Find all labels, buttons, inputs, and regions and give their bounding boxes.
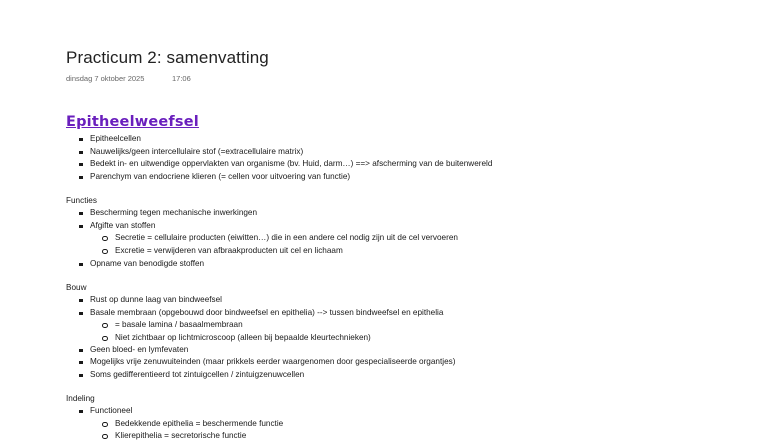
page-title: Practicum 2: samenvatting — [66, 48, 269, 67]
bullet-item: Soms gedifferentieerd tot zintuigcellen / zintuigzenuwcellen — [90, 370, 305, 379]
section-heading: Epitheelweefsel — [66, 114, 199, 130]
sub-bullet-item: Excretie = verwijderen van afbraakproducten uit cel en lichaam — [115, 246, 343, 255]
bullet-item: Rust op dunne laag van bindweefsel — [90, 295, 223, 304]
bullet-item: Bedekt in- en uitwendige oppervlakten van organisme (bv. Huid, darm…) ==> afscherming van de buitenwereld — [90, 159, 493, 168]
subsection-label: Functies — [66, 196, 97, 205]
page-time: 17:06 — [172, 74, 191, 83]
subsection-label: Indeling — [66, 394, 95, 403]
sub-bullet-item: Bedekkende epithelia = beschermende functie — [115, 419, 284, 428]
bullet-item: Basale membraan (opgebouwd door bindweefsel en epithelia) --> tussen bindweefsel en epithelia — [90, 308, 444, 317]
bullet-item: Geen bloed- en lymfevaten — [90, 345, 189, 354]
sub-bullet-item: Niet zichtbaar op lichtmicroscoop (alleen bij bepaalde kleurtechnieken) — [115, 333, 371, 342]
bullet-item: Opname van benodigde stoffen — [90, 259, 205, 268]
bullet-item: Afgifte van stoffen — [90, 221, 156, 230]
bullet-item: Functioneel — [90, 406, 133, 415]
subsection-label: Bouw — [66, 283, 87, 292]
sub-bullet-item: Klierepithelia = secretorische functie — [115, 431, 247, 440]
bullet-item: Epitheelcellen — [90, 134, 141, 143]
sub-bullet-item: = basale lamina / basaalmembraan — [115, 320, 243, 329]
sub-bullet-item: Secretie = cellulaire producten (eiwitten…) die in een andere cel nodig zijn uit de cel vervoeren — [115, 233, 458, 242]
bullet-item: Parenchym van endocriene klieren (= cellen voor uitvoering van functie) — [90, 172, 351, 181]
bullet-item: Bescherming tegen mechanische inwerkingen — [90, 208, 258, 217]
bullet-item: Nauwelijks/geen intercellulaire stof (=extracellulaire matrix) — [90, 147, 304, 156]
bullet-item: Mogelijks vrije zenuwuiteinden (maar prikkels eerder waargenomen door gespecialiseerde organtjes) — [90, 357, 456, 366]
page-date: dinsdag 7 oktober 2025 — [66, 74, 145, 83]
